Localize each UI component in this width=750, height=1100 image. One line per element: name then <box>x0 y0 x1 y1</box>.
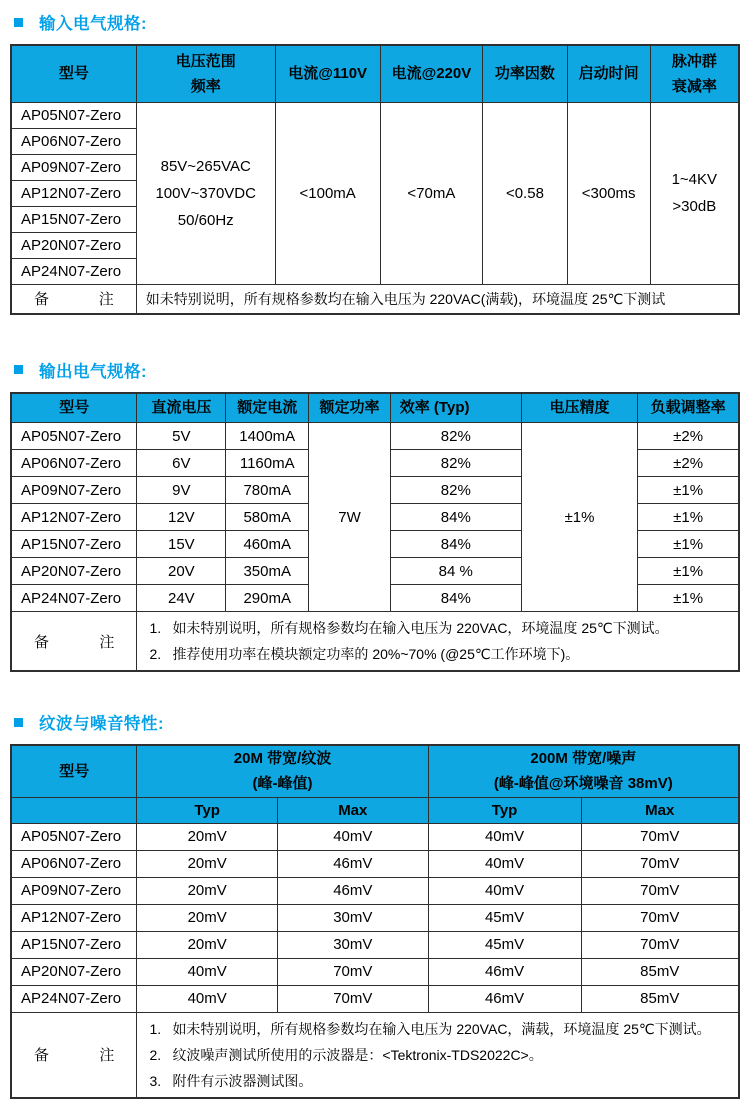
max-20m-cell: 30mV <box>277 904 428 931</box>
load-regulation-cell: ±1% <box>638 477 739 504</box>
note-label-cell <box>11 284 136 314</box>
note-text-cell <box>137 612 739 672</box>
efficiency-cell: 84% <box>390 585 521 612</box>
model-cell: AP05N07-Zero <box>11 102 136 128</box>
col-header-surge <box>650 45 739 102</box>
note-text: 附件有示波器测试图。 <box>172 1072 313 1089</box>
typ-20m-cell: 20mV <box>137 850 278 877</box>
rated-current-cell: 780mA <box>226 477 309 504</box>
model-cell: AP20N07-Zero <box>11 558 137 585</box>
surge-cell <box>650 102 739 284</box>
header-line: 200M 带宽/噪声 <box>530 750 637 768</box>
typ-200m-cell: 40mV <box>428 823 581 850</box>
model-cell: AP09N07-Zero <box>11 877 137 904</box>
model-cell: AP12N07-Zero <box>11 504 137 531</box>
efficiency-cell: 82% <box>390 477 521 504</box>
col-header-load-regulation: 负载调整率 <box>638 393 739 423</box>
voltage-accuracy-cell: ±1% <box>521 423 637 612</box>
header-line: 电压范围 <box>175 52 236 70</box>
typ-20m-cell: 40mV <box>137 985 278 1012</box>
rated-current-cell: 460mA <box>226 531 309 558</box>
rated-current-cell: 1400mA <box>226 423 309 450</box>
header-row <box>11 393 739 423</box>
value-line: >30dB <box>672 198 717 215</box>
table-row <box>11 985 739 1012</box>
note-label-cell <box>11 1012 137 1098</box>
max-20m-cell: 46mV <box>277 850 428 877</box>
model-cell: AP20N07-Zero <box>11 958 137 985</box>
note-label <box>12 631 136 652</box>
header-line: 20M 带宽/纹波 <box>233 750 332 768</box>
max-20m-cell: 46mV <box>277 877 428 904</box>
input-spec-table <box>10 44 740 315</box>
note-label <box>12 288 136 309</box>
max-20m-cell: 30mV <box>277 931 428 958</box>
ripple-noise-table <box>10 744 740 1099</box>
note-line <box>146 1016 732 1042</box>
ripple-noise-section <box>10 712 740 1099</box>
col-header-max-20m: Max <box>277 797 428 823</box>
efficiency-cell: 84 % <box>390 558 521 585</box>
col-header-typ-200m: Typ <box>428 797 581 823</box>
value-line: 85V~265VAC <box>160 157 251 175</box>
typ-200m-cell: 40mV <box>428 877 581 904</box>
model-cell: AP06N07-Zero <box>11 128 136 154</box>
note-text-cell <box>136 284 739 314</box>
load-regulation-cell: ±1% <box>638 558 739 585</box>
empty-header-cell <box>11 797 137 823</box>
table-row <box>11 850 739 877</box>
dc-voltage-cell: 20V <box>137 558 226 585</box>
dc-voltage-cell: 6V <box>137 450 226 477</box>
col-header-model: 型号 <box>11 393 137 423</box>
note-text-cell <box>137 1012 739 1098</box>
model-cell: AP15N07-Zero <box>11 206 136 232</box>
efficiency-cell: 84% <box>390 531 521 558</box>
value-line: 100V~370VDC <box>155 184 256 202</box>
model-cell: AP24N07-Zero <box>11 985 137 1012</box>
note-label-char: 注 <box>99 1047 115 1064</box>
load-regulation-cell: ±1% <box>638 504 739 531</box>
note-label-char: 注 <box>98 291 114 308</box>
col-header-dc-voltage: 直流电压 <box>137 393 226 423</box>
note-line <box>146 641 732 667</box>
note-text: 如未特别说明，所有规格参数均在输入电压为 220VAC，满载，环境温度 25℃下测试。 <box>172 1020 711 1037</box>
note-text: 如未特别说明，所有规格参数均在输入电压为 220VAC，环境温度 25℃下测试。 <box>172 620 669 636</box>
note-row <box>11 612 739 672</box>
model-cell: AP09N07-Zero <box>11 154 136 180</box>
col-header-rated-power: 额定功率 <box>309 393 391 423</box>
col-header-model: 型号 <box>11 45 136 102</box>
table-row <box>11 931 739 958</box>
max-20m-cell: 70mV <box>277 985 428 1012</box>
rated-current-cell: 350mA <box>226 558 309 585</box>
note-text: 推荐使用功率在模块额定功率的 20%~70% (@25℃工作环境下)。 <box>172 646 580 662</box>
note-row <box>11 1012 739 1098</box>
typ-200m-cell: 45mV <box>428 904 581 931</box>
rated-current-cell: 1160mA <box>226 450 309 477</box>
max-200m-cell: 70mV <box>581 877 739 904</box>
col-header-voltage <box>136 45 275 102</box>
model-cell: AP12N07-Zero <box>11 904 137 931</box>
max-200m-cell: 70mV <box>581 850 739 877</box>
col-header-200m-group <box>428 745 739 797</box>
square-bullet-icon <box>14 18 23 27</box>
note-label-char: 注 <box>99 633 115 651</box>
note-line <box>146 1068 732 1094</box>
typ-200m-cell: 40mV <box>428 850 581 877</box>
typ-200m-cell: 46mV <box>428 958 581 985</box>
model-cell: AP12N07-Zero <box>11 180 136 206</box>
rated-current-cell: 580mA <box>226 504 309 531</box>
value-line: 1~4KV <box>671 171 718 188</box>
section-title-text: 输出电气规格: <box>39 362 147 381</box>
note-text: 纹波噪声测试所使用的示波器是：<Tektronix-TDS2022C>。 <box>172 1046 543 1063</box>
model-cell: AP15N07-Zero <box>11 931 137 958</box>
col-header-max-200m: Max <box>581 797 739 823</box>
typ-20m-cell: 40mV <box>137 958 278 985</box>
max-200m-cell: 70mV <box>581 823 739 850</box>
dc-voltage-cell: 15V <box>137 531 226 558</box>
current220-cell: <70mA <box>380 102 483 284</box>
section-title-text: 纹波与噪音特性: <box>39 715 164 733</box>
model-cell: AP05N07-Zero <box>11 423 137 450</box>
output-spec-section <box>10 360 740 673</box>
note-line: 如未特别说明，所有规格参数均在输入电压为 220VAC(满载)，环境温度 25℃下测试 <box>145 290 666 307</box>
model-cell: AP06N07-Zero <box>11 450 137 477</box>
voltage-lines <box>137 153 275 234</box>
square-bullet-icon <box>14 718 23 727</box>
note-label-char: 备 <box>34 1047 50 1064</box>
note-label-char: 备 <box>34 633 50 651</box>
model-cell: AP06N07-Zero <box>11 850 137 877</box>
note-number: 1. <box>149 620 162 636</box>
note-label-char: 备 <box>34 291 50 308</box>
current110-cell: <100mA <box>275 102 380 284</box>
header-line: 衰减率 <box>671 77 717 95</box>
load-regulation-cell: ±1% <box>638 531 739 558</box>
col-header-startup-time: 启动时间 <box>567 45 650 102</box>
section-title-text: 输入电气规格: <box>39 15 147 33</box>
typ-200m-cell: 46mV <box>428 985 581 1012</box>
note-line <box>146 615 732 641</box>
col-header-current220: 电流@220V <box>380 45 483 102</box>
table-row <box>11 877 739 904</box>
col-header-20m-group <box>137 745 428 797</box>
header-subrow <box>11 797 739 823</box>
rated-current-cell: 290mA <box>226 585 309 612</box>
section-title-ripple <box>14 712 740 732</box>
col-header-model: 型号 <box>11 745 137 797</box>
rated-power-cell: 7W <box>309 423 391 612</box>
typ-20m-cell: 20mV <box>137 877 278 904</box>
header-line: 频率 <box>190 77 221 95</box>
note-number: 1. <box>149 1020 162 1037</box>
col-header-power-factor: 功率因数 <box>483 45 567 102</box>
surge-lines <box>651 166 738 220</box>
max-200m-cell: 70mV <box>581 904 739 931</box>
startup-time-cell: <300ms <box>567 102 650 284</box>
model-cell: AP15N07-Zero <box>11 531 137 558</box>
load-regulation-cell: ±2% <box>638 450 739 477</box>
note-number: 3. <box>149 1072 162 1089</box>
typ-200m-cell: 45mV <box>428 931 581 958</box>
max-200m-cell: 85mV <box>581 985 739 1012</box>
header-row <box>11 745 739 797</box>
note-number: 2. <box>149 646 162 662</box>
model-cell: AP09N07-Zero <box>11 477 137 504</box>
model-cell: AP20N07-Zero <box>11 232 136 258</box>
max-200m-cell: 85mV <box>581 958 739 985</box>
load-regulation-cell: ±1% <box>638 585 739 612</box>
table-row <box>11 904 739 931</box>
header-line: 脉冲群 <box>671 52 717 70</box>
header-line: (峰-峰值) <box>252 775 313 793</box>
note-number: 2. <box>149 1046 162 1063</box>
section-title-output <box>14 360 740 380</box>
table-row <box>11 423 739 450</box>
note-label-cell <box>11 612 137 672</box>
typ-20m-cell: 20mV <box>137 823 278 850</box>
section-title-input <box>14 12 740 32</box>
output-spec-table <box>10 392 740 673</box>
note-label <box>12 1044 136 1065</box>
model-cell: AP05N07-Zero <box>11 823 137 850</box>
note-row <box>11 284 739 314</box>
efficiency-cell: 84% <box>390 504 521 531</box>
note-line <box>146 1042 732 1068</box>
load-regulation-cell: ±2% <box>638 423 739 450</box>
model-cell: AP24N07-Zero <box>11 258 136 284</box>
header-row <box>11 45 739 102</box>
dc-voltage-cell: 12V <box>137 504 226 531</box>
max-20m-cell: 70mV <box>277 958 428 985</box>
voltage-range-cell <box>136 102 275 284</box>
model-cell: AP24N07-Zero <box>11 585 137 612</box>
col-header-typ-20m: Typ <box>137 797 278 823</box>
typ-20m-cell: 20mV <box>137 931 278 958</box>
col-header-rated-current: 额定电流 <box>226 393 309 423</box>
input-spec-section <box>10 12 740 315</box>
max-200m-cell: 70mV <box>581 931 739 958</box>
efficiency-cell: 82% <box>390 423 521 450</box>
table-row <box>11 102 739 128</box>
efficiency-cell: 82% <box>390 450 521 477</box>
typ-20m-cell: 20mV <box>137 904 278 931</box>
dc-voltage-cell: 5V <box>137 423 226 450</box>
header-line: (峰-峰值@环境噪音 38mV) <box>493 775 673 793</box>
table-row <box>11 958 739 985</box>
dc-voltage-cell: 9V <box>137 477 226 504</box>
col-header-voltage-accuracy: 电压精度 <box>521 393 637 423</box>
table-row <box>11 823 739 850</box>
col-header-efficiency: 效率 (Typ) <box>390 393 521 423</box>
col-header-current110: 电流@110V <box>275 45 380 102</box>
dc-voltage-cell: 24V <box>137 585 226 612</box>
power-factor-cell: <0.58 <box>483 102 567 284</box>
max-20m-cell: 40mV <box>277 823 428 850</box>
value-line: 50/60Hz <box>177 211 234 229</box>
square-bullet-icon <box>14 365 23 374</box>
